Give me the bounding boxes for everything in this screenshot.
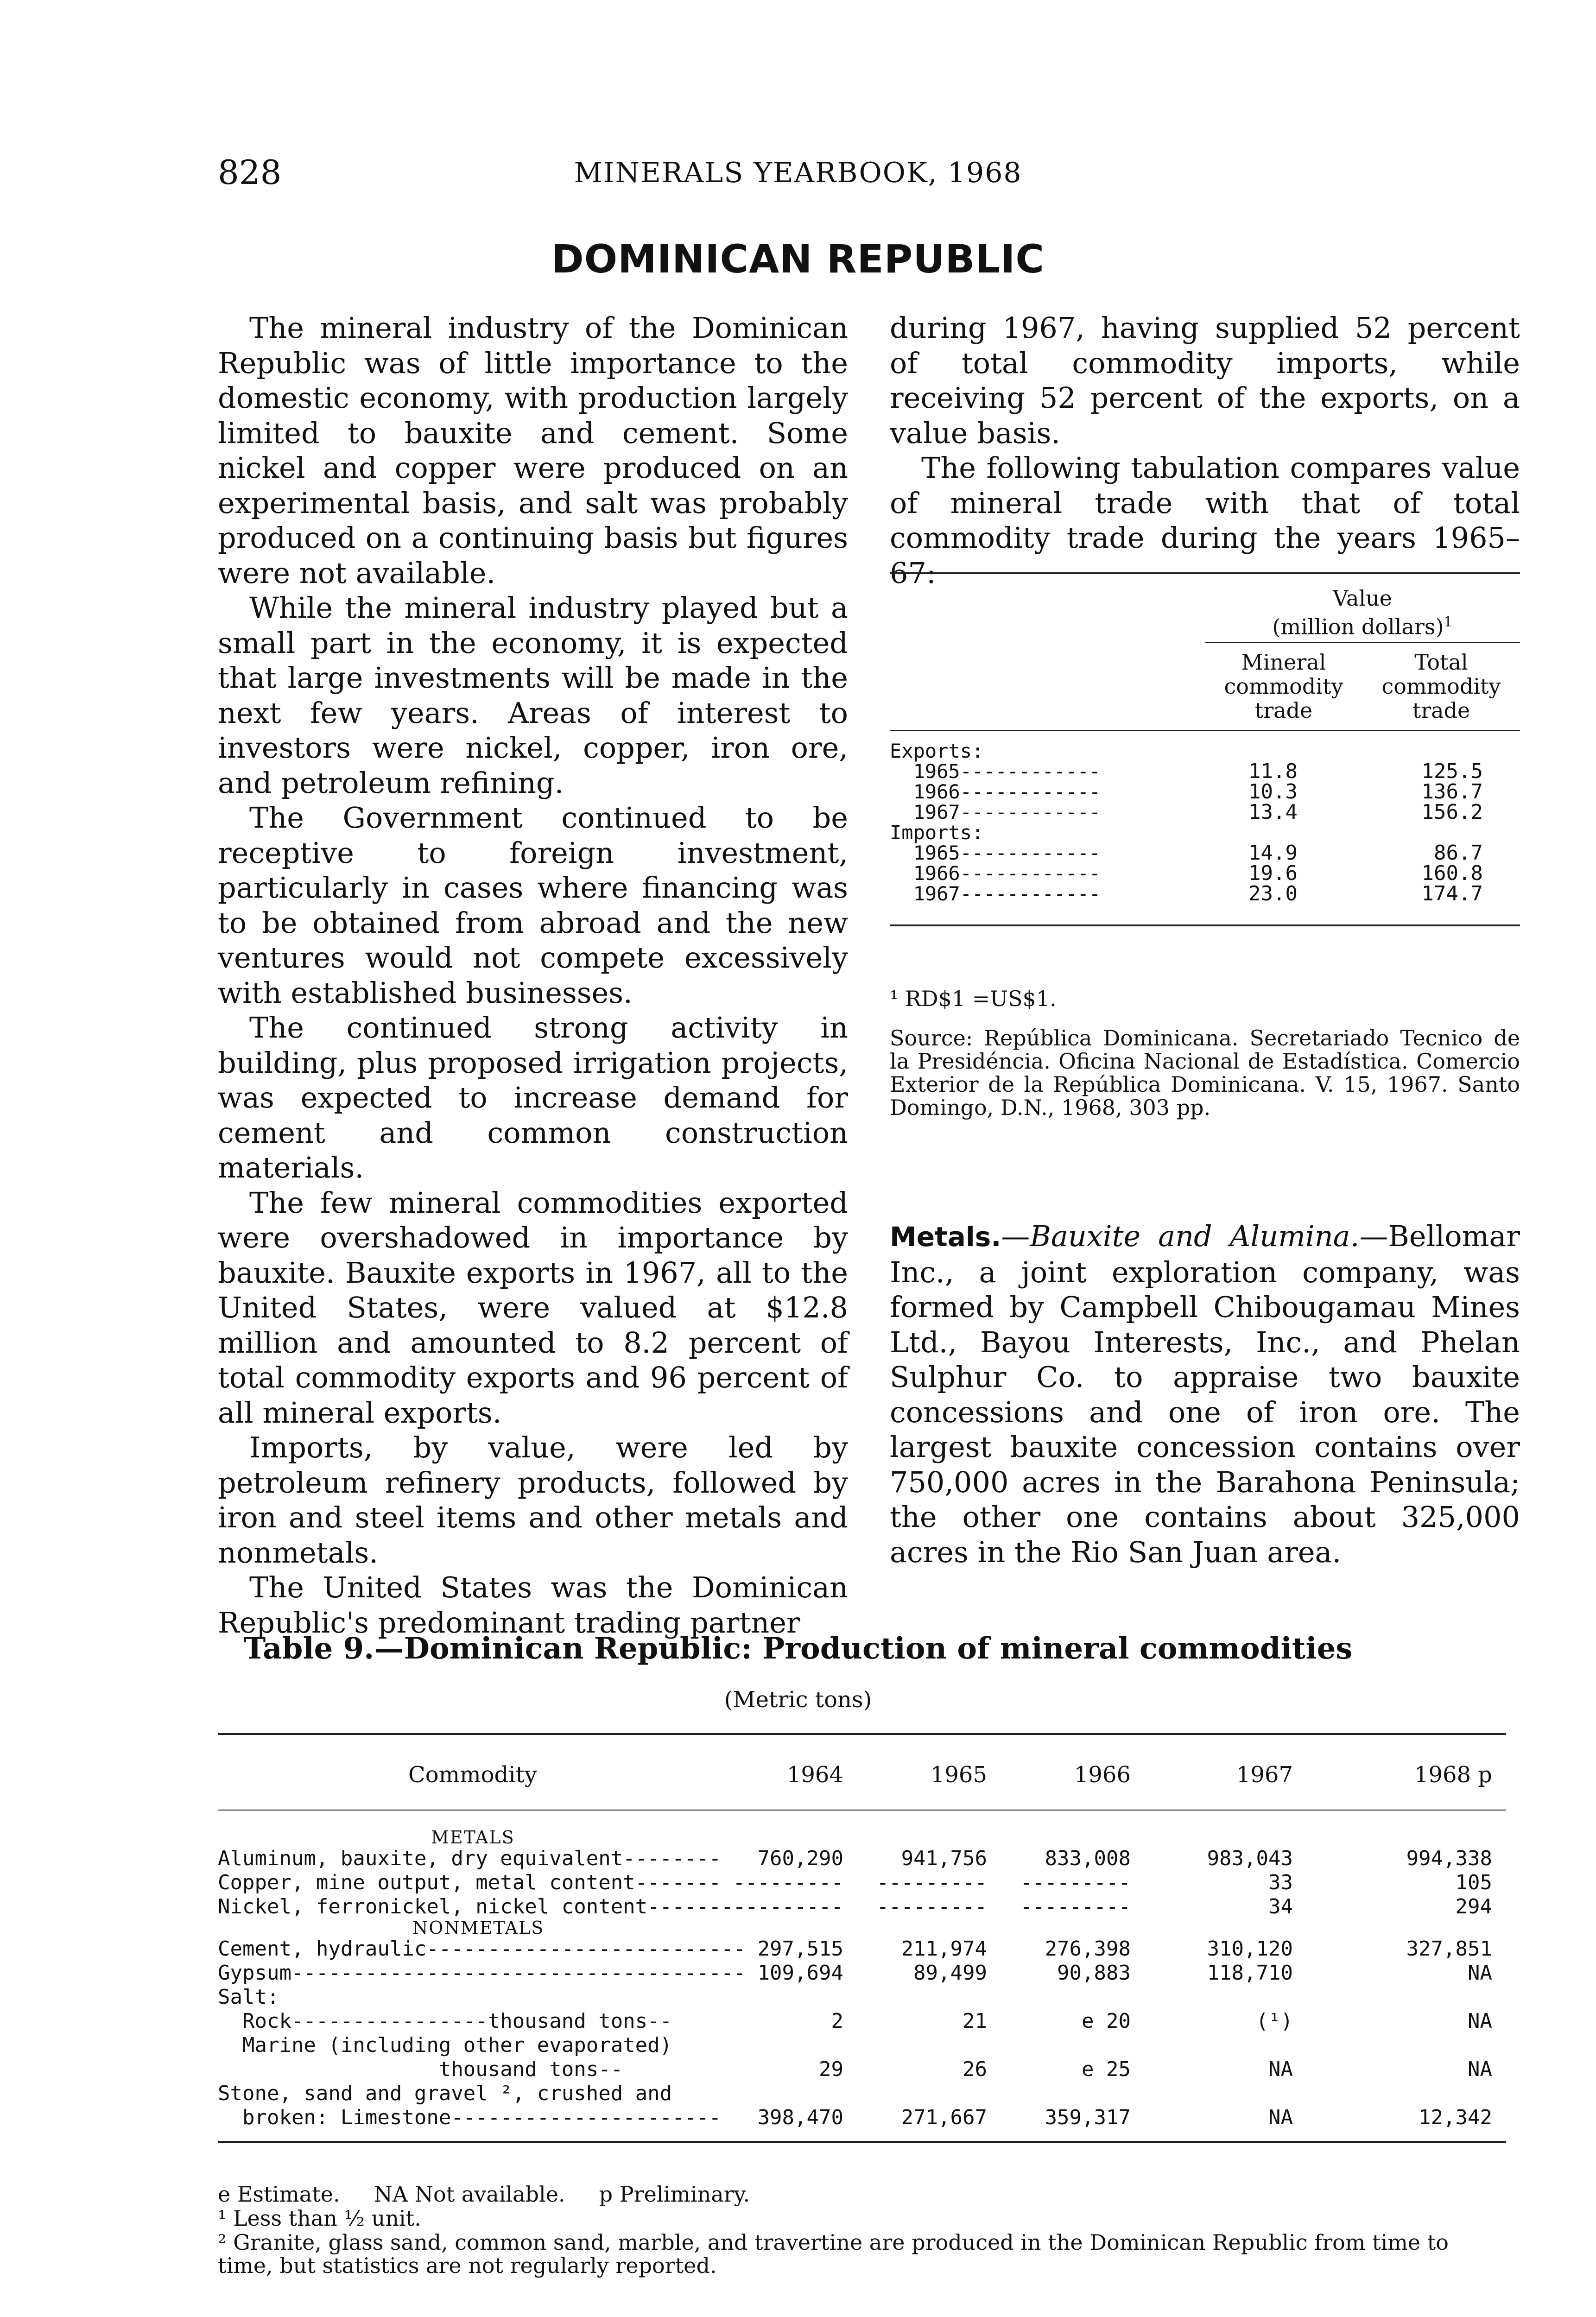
table-rule <box>890 572 1520 574</box>
value-cell: 19.6 <box>1248 861 1298 885</box>
header-line: Mineral <box>1241 650 1326 675</box>
year: 1965 <box>913 842 960 864</box>
table-cell: 327,851 <box>1406 1937 1492 1961</box>
table-row-label: Aluminum, bauxite, dry equivalent-------- <box>218 1847 722 1870</box>
table-cell: 29 <box>819 2057 843 2081</box>
table-row-year: 1967------------ <box>913 801 1101 823</box>
table-cell: 118,710 <box>1207 1961 1293 1985</box>
col-mineral-header <box>1205 650 1362 722</box>
production-table <box>218 1733 1506 2220</box>
table-unit: (Metric tons) <box>724 1687 872 1713</box>
table-rule <box>890 924 1520 926</box>
table-cell: NA <box>1268 2057 1293 2081</box>
paragraph: The few mineral commodities exported were overshadowed in importance by bauxite. Bauxite exports in 1967, all to the United States, were valued at $12.8 million and amounted to 8.2 percent of total commodity exports and 96 percent of all mineral exports. <box>218 1185 848 1430</box>
value-cell: 156.2 <box>1421 800 1483 824</box>
exports-label: Exports: <box>890 740 984 762</box>
table-cell: NA <box>1468 2057 1492 2081</box>
group-header-label: Value <box>1333 586 1392 611</box>
table-cell: 109,694 <box>757 1961 843 1985</box>
value-cell: 23.0 <box>1248 882 1298 905</box>
value-cell: 10.3 <box>1248 780 1298 804</box>
table-row-label: Stone, sand and gravel ², crushed and <box>218 2082 672 2105</box>
table-cell: 21 <box>963 2009 987 2033</box>
table-row-label: Marine (including other evaporated) <box>218 2033 672 2057</box>
year: 1966 <box>913 780 960 803</box>
table-cell: 33 <box>1268 1871 1293 1894</box>
table-cell: 297,515 <box>757 1937 843 1961</box>
table-row-label: Salt: <box>218 1985 279 2009</box>
table-footnote: ² Granite, glass sand, common sand, marble, and travertine are produced in the Dominican Republic from time to time, but statistics are not regularly reported. <box>218 2230 1449 2278</box>
table-cell: NA <box>1468 1961 1492 1985</box>
header-line: trade <box>1254 698 1313 723</box>
value-cell: 13.4 <box>1248 800 1298 824</box>
table-row-label: Rock----------------thousand tons-- <box>218 2009 672 2033</box>
paragraph: The continued strong activity in building, plus proposed irrigation projects, was expected to increase demand for cement and common construction materials. <box>218 1011 848 1184</box>
paragraph-continuation: during 1967, having supplied 52 percent of total commodity imports, while receiving 52 percent of the exports, on a value basis. <box>890 311 1520 450</box>
group-heading-metals: METALS <box>431 1827 515 1848</box>
table-cell: 359,317 <box>1045 2106 1131 2129</box>
run-in-heading: Metals. <box>890 1221 1001 1253</box>
table-cell: 26 <box>963 2057 987 2081</box>
value-cell: 136.7 <box>1421 780 1483 804</box>
table-row-label: Gypsum------------------------------------- <box>218 1961 746 1985</box>
table-cell: (¹) <box>1256 2009 1293 2033</box>
table-cell: NA <box>1468 2009 1492 2033</box>
table-cell: --------- <box>1020 1895 1131 1918</box>
header-line: commodity <box>1381 674 1501 699</box>
value-trade-table <box>890 572 1520 989</box>
table-footnote: ¹ Less than ½ unit. <box>218 2206 421 2231</box>
table-row-label: Copper, mine output, metal content------- <box>218 1871 722 1894</box>
table-cell: e 20 <box>1082 2009 1131 2033</box>
page-header <box>0 153 1596 199</box>
metals-paragraph: Metals.—Bauxite and Alumina.—Bellomar Inc., a joint exploration company, was formed by Campbell Chibougamau Mines Ltd., Bayou Interests, Inc., and Phelan Sulphur Co. to appraise two bauxite concessions and one of iron ore. The largest bauxite concession contains over 750,000 acres in the Barahona Peninsula; the other one contains about 325,000 acres in the Rio San Juan area. <box>890 1219 1520 1569</box>
table-cell: 90,883 <box>1057 1961 1131 1985</box>
year: 1967 <box>913 801 960 823</box>
table-cell: --------- <box>1020 1871 1131 1894</box>
paragraph: Imports, by value, were led by petroleum refinery products, followed by iron and steel items and other metals and nonmetals. <box>218 1431 848 1570</box>
column-group-header <box>1205 586 1520 639</box>
table-cell: 310,120 <box>1207 1937 1293 1961</box>
table-cell: 271,667 <box>901 2106 987 2129</box>
table-cell: 941,756 <box>901 1847 987 1870</box>
table-rule <box>218 2141 1506 2143</box>
table-row-label: Cement, hydraulic-------------------------- <box>218 1937 746 1961</box>
table-cell: 276,398 <box>1045 1937 1131 1961</box>
table-footnote: e Estimate. NA Not available. p Preliminary. <box>218 2182 750 2207</box>
table-title: Table 9.—Dominican Republic: Production of mineral commodities <box>243 1631 1353 1666</box>
table-row-label: broken: Limestone---------------------- <box>218 2106 722 2129</box>
table-rule <box>1205 642 1520 643</box>
metals-section <box>890 1219 1520 1570</box>
table-rule <box>218 1810 1506 1811</box>
group-heading-nonmetals: NONMETALS <box>412 1918 545 1938</box>
table-cell: 211,974 <box>901 1937 987 1961</box>
table-cell: --------- <box>876 1871 987 1894</box>
table-cell: 105 <box>1455 1871 1492 1894</box>
section-title: DOMINICAN REPUBLIC <box>551 236 1045 282</box>
group-subheader <box>1205 610 1520 639</box>
table-cell: 983,043 <box>1207 1847 1293 1870</box>
page-number: 828 <box>218 153 282 192</box>
header-year: 1965 <box>930 1762 987 1788</box>
table-row-year: 1966------------ <box>913 780 1101 803</box>
table-row-year: 1965------------ <box>913 842 1101 864</box>
paragraph: The United States was the Dominican Republic's predominant trading partner <box>218 1570 848 1640</box>
table-row-year: 1966------------ <box>913 862 1101 885</box>
header-line: Total <box>1414 650 1468 675</box>
table-rule <box>890 730 1520 731</box>
table-cell: e 25 <box>1082 2057 1131 2081</box>
table-cell: 12,342 <box>1419 2106 1492 2129</box>
table-cell: 760,290 <box>757 1847 843 1870</box>
header-line: commodity <box>1224 674 1343 699</box>
table-cell: 2 <box>831 2009 843 2033</box>
table-cell: 34 <box>1268 1895 1293 1918</box>
group-subheader-label: (million dollars) <box>1272 614 1444 639</box>
col-total-header <box>1362 650 1520 722</box>
table-cell: --------- <box>876 1895 987 1918</box>
value-cell: 125.5 <box>1421 760 1483 783</box>
paragraph: The Government continued to be receptive to foreign investment, particularly in cases where financing was to be obtained from abroad and the new ventures would not compete excessively with established businesses. <box>218 801 848 1010</box>
header-year: 1967 <box>1236 1762 1293 1788</box>
table-row-year: 1965------------ <box>913 760 1101 783</box>
table-row-label: thousand tons-- <box>218 2057 623 2081</box>
value-cell: 174.7 <box>1421 882 1483 905</box>
table-cell: 833,008 <box>1045 1847 1131 1870</box>
year: 1965 <box>913 760 960 783</box>
table-cell: --------- <box>733 1895 843 1918</box>
header-year: 1968 p <box>1414 1762 1492 1788</box>
year: 1967 <box>913 882 960 905</box>
year: 1966 <box>913 862 960 885</box>
value-cell: 11.8 <box>1248 760 1298 783</box>
paragraph-text: Bellomar Inc., a joint exploration company, was formed by Campbell Chibougamau Mines Ltd., Bayou Interests, Inc., and Phelan Sulphur Co. to appraise two bauxite concessions and one of iron ore. The largest bauxite concession contains over 750,000 acres in the Barahona Peninsula; the other one contains about 325,000 acres in the Rio San Juan area. <box>890 1219 1520 1569</box>
running-head: MINERALS YEARBOOK, 1968 <box>574 157 1022 189</box>
header-line: trade <box>1412 698 1470 723</box>
table-cell: 398,470 <box>757 2106 843 2129</box>
header-year: 1966 <box>1074 1762 1131 1788</box>
table-cell: 994,338 <box>1406 1847 1492 1870</box>
value-cell: 160.8 <box>1421 861 1483 885</box>
paragraph: The mineral industry of the Dominican Republic was of little importance to the domestic economy, with production largely limited to bauxite and cement. Some nickel and copper were produced on an experimental basis, and salt was probably produced on a continuing basis but figures were not available. <box>218 311 848 590</box>
table-footnote: ¹ RD$1 =US$1. <box>890 986 1057 1011</box>
right-column <box>890 310 1520 590</box>
table-row-year: 1967------------ <box>913 882 1101 905</box>
table-cell: 89,499 <box>913 1961 987 1985</box>
paragraph: The following tabulation compares value of mineral trade with that of total commodity trade during the years 1965–67: <box>890 451 1520 590</box>
value-cell: 86.7 <box>1434 841 1483 865</box>
footnote-ref: 1 <box>1444 614 1453 630</box>
value-cell: 14.9 <box>1248 841 1298 865</box>
table-cell: --------- <box>733 1871 843 1894</box>
header-commodity: Commodity <box>408 1762 538 1788</box>
table-cell: NA <box>1268 2106 1293 2129</box>
imports-label: Imports: <box>890 821 984 844</box>
left-column <box>218 310 848 1640</box>
subheading: Bauxite and Alumina. <box>1030 1219 1360 1253</box>
paragraph: While the mineral industry played but a small part in the economy, it is expected that large investments will be made in the next few years. Areas of interest to investors were nickel, copper, iron ore, and petroleum refining. <box>218 591 848 800</box>
table-rule <box>218 1733 1506 1735</box>
table-cell: 294 <box>1455 1895 1492 1918</box>
table-source: Source: República Dominicana. Secretariado Tecnico de la Presidéncia. Oficina Nacional de Estadística. Comercio Exterior de la República Dominicana. V. 15, 1967. Santo Domingo, D.N., 1968, 303 pp. <box>890 1026 1520 1120</box>
table-row-label: Nickel, ferronickel, nickel content--------- <box>218 1895 758 1918</box>
header-year: 1964 <box>786 1762 843 1788</box>
